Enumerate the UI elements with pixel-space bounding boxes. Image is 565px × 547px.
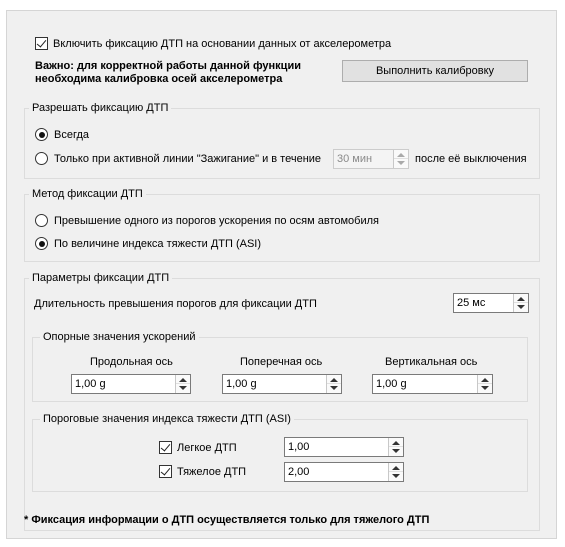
- arrow-up-icon[interactable]: [179, 378, 187, 382]
- arrow-down-icon[interactable]: [517, 305, 525, 309]
- arrow-up-icon[interactable]: [397, 153, 405, 157]
- light-crash-checkbox[interactable]: [159, 441, 172, 454]
- arrow-up-icon[interactable]: [481, 378, 489, 382]
- ignition-minutes-spinner[interactable]: [333, 149, 409, 169]
- arrow-down-icon[interactable]: [397, 161, 405, 165]
- method-group-title: Метод фиксации ДТП: [29, 187, 146, 201]
- radio-asi[interactable]: [35, 237, 48, 250]
- warning-line-2: необходима калибровка осей акселерометра: [35, 73, 283, 85]
- spinner-arrows[interactable]: [388, 438, 403, 456]
- axis-vertical-spinner[interactable]: [372, 374, 493, 394]
- axis-lateral-spinner[interactable]: [222, 374, 342, 394]
- arrow-down-icon[interactable]: [330, 386, 338, 390]
- spinner-arrows[interactable]: [393, 150, 408, 168]
- duration-label: Длительность превышения порогов для фиксации ДТП: [34, 298, 317, 310]
- axis-longitudinal-label: Продольная ось: [90, 356, 173, 368]
- enable-crash-detection-checkbox[interactable]: [35, 37, 48, 50]
- arrow-down-icon[interactable]: [392, 449, 400, 453]
- arrow-up-icon[interactable]: [517, 297, 525, 301]
- radio-ignition-label: Только при активной линии "Зажигание" и в течение: [54, 153, 322, 165]
- heavy-crash-label: Тяжелое ДТП: [177, 466, 247, 478]
- calibrate-button[interactable]: Выполнить калибровку: [342, 60, 528, 82]
- ignition-minutes-value: 30 мин: [337, 153, 373, 165]
- radio-threshold-label: Превышение одного из порогов ускорения по осям автомобиля: [54, 215, 379, 227]
- arrow-up-icon[interactable]: [392, 441, 400, 445]
- arrow-up-icon[interactable]: [392, 466, 400, 470]
- heavy-crash-checkbox[interactable]: [159, 465, 172, 478]
- spinner-arrows[interactable]: [388, 463, 403, 481]
- radio-always-label: Всегда: [54, 129, 90, 141]
- axis-vertical-label: Вертикальная ось: [385, 356, 478, 368]
- radio-threshold[interactable]: [35, 214, 48, 227]
- light-crash-spinner[interactable]: [284, 437, 404, 457]
- asi-threshold-title: Пороговые значения индекса тяжести ДТП (ASI): [40, 412, 294, 426]
- allow-detection-group: [24, 108, 540, 179]
- arrow-down-icon[interactable]: [481, 386, 489, 390]
- arrow-down-icon[interactable]: [179, 386, 187, 390]
- spinner-arrows[interactable]: [326, 375, 341, 393]
- spinner-arrows[interactable]: [175, 375, 190, 393]
- radio-always[interactable]: [35, 128, 48, 141]
- heavy-crash-spinner[interactable]: [284, 462, 404, 482]
- allow-detection-title: Разрешать фиксацию ДТП: [29, 101, 171, 115]
- radio-asi-label: По величине индекса тяжести ДТП (ASI): [54, 238, 262, 250]
- axis-vertical-value: 1,00 g: [376, 378, 407, 390]
- radio-ignition[interactable]: [35, 152, 48, 165]
- light-crash-value: 1,00: [288, 441, 310, 453]
- enable-crash-detection-label: Включить фиксацию ДТП на основании данных от акселерометра: [53, 38, 392, 50]
- duration-spinner[interactable]: [453, 293, 529, 313]
- ignition-after-label: после её выключения: [415, 153, 527, 165]
- spinner-arrows[interactable]: [477, 375, 492, 393]
- accel-reference-title: Опорные значения ускорений: [40, 330, 199, 344]
- axis-longitudinal-spinner[interactable]: [71, 374, 191, 394]
- footnote: * Фиксация информации о ДТП осуществляется только для тяжелого ДТП: [24, 514, 430, 526]
- arrow-down-icon[interactable]: [392, 474, 400, 478]
- light-crash-label: Легкое ДТП: [177, 442, 237, 454]
- duration-value: 25 мс: [457, 297, 486, 309]
- axis-lateral-value: 1,00 g: [226, 378, 257, 390]
- axis-lateral-label: Поперечная ось: [240, 356, 323, 368]
- arrow-up-icon[interactable]: [330, 378, 338, 382]
- asi-threshold-group: [32, 419, 528, 492]
- heavy-crash-value: 2,00: [288, 466, 310, 478]
- axis-longitudinal-value: 1,00 g: [75, 378, 106, 390]
- params-group-title: Параметры фиксации ДТП: [29, 271, 172, 285]
- warning-line-1: Важно: для корректной работы данной функции: [35, 60, 301, 72]
- params-group: [24, 278, 540, 531]
- spinner-arrows[interactable]: [513, 294, 528, 312]
- method-group: [24, 194, 540, 262]
